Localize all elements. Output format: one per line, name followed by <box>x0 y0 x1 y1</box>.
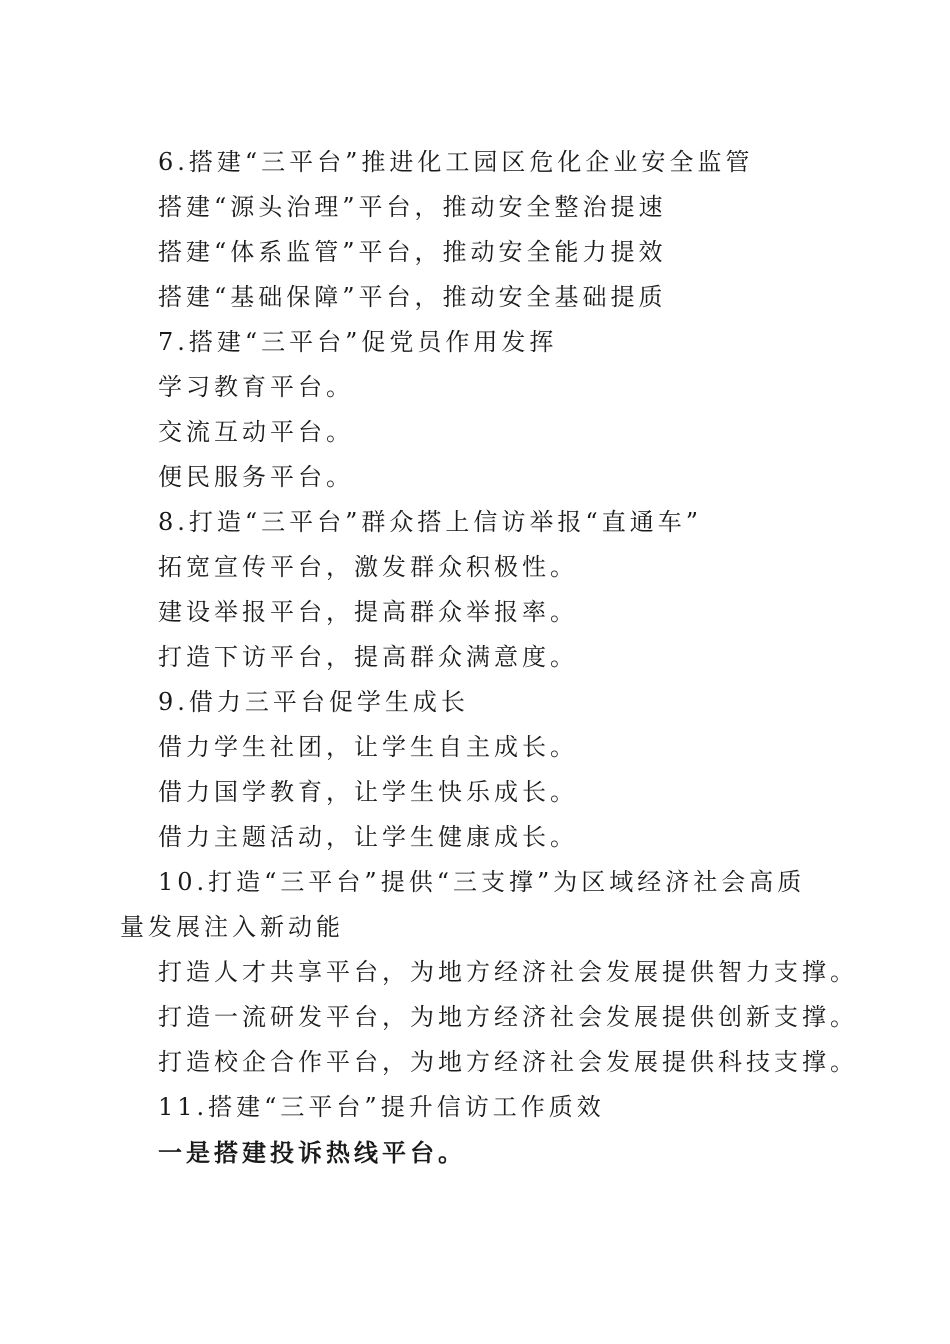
paragraph-line: 打造一流研发平台，为地方经济社会发展提供创新支撑。 <box>158 1003 858 1031</box>
paragraph-line: 搭建“基础保障”平台，推动安全基础提质 <box>158 283 667 311</box>
heading-6: 6.搭建“三平台”推进化工园区危化企业安全监管 <box>158 148 754 176</box>
paragraph-line: 借力学生社团，让学生自主成长。 <box>158 733 578 761</box>
paragraph-line: 借力主题活动，让学生健康成长。 <box>158 823 578 851</box>
paragraph-line-bold: 一是搭建投诉热线平台。 <box>158 1138 466 1167</box>
paragraph-line: 建设举报平台，提高群众举报率。 <box>158 598 578 626</box>
paragraph-line: 打造下访平台，提高群众满意度。 <box>158 643 578 671</box>
heading-11: 11.搭建“三平台”提升信访工作质效 <box>158 1093 605 1121</box>
paragraph-line: 拓宽宣传平台，激发群众积极性。 <box>158 553 578 581</box>
paragraph-line: 学习教育平台。 <box>158 373 354 401</box>
heading-9: 9.借力三平台促学生成长 <box>158 688 469 716</box>
paragraph-line: 搭建“体系监管”平台，推动安全能力提效 <box>158 238 667 266</box>
paragraph-line: 打造人才共享平台，为地方经济社会发展提供智力支撑。 <box>158 958 858 986</box>
heading-10: 10.打造“三平台”提供“三支撑”为区域经济社会高质量发展注入新动能 <box>120 868 806 941</box>
paragraph-line: 打造校企合作平台，为地方经济社会发展提供科技支撑。 <box>158 1048 858 1076</box>
paragraph-line: 借力国学教育，让学生快乐成长。 <box>158 778 578 806</box>
heading-8: 8.打造“三平台”群众搭上信访举报“直通车” <box>158 508 702 536</box>
paragraph-line: 便民服务平台。 <box>158 463 354 491</box>
paragraph-line: 搭建“源头治理”平台，推动安全整治提速 <box>158 193 667 221</box>
heading-7: 7.搭建“三平台”促党员作用发挥 <box>158 328 558 356</box>
document-body <box>120 140 858 1175</box>
paragraph-line: 交流互动平台。 <box>158 418 354 446</box>
